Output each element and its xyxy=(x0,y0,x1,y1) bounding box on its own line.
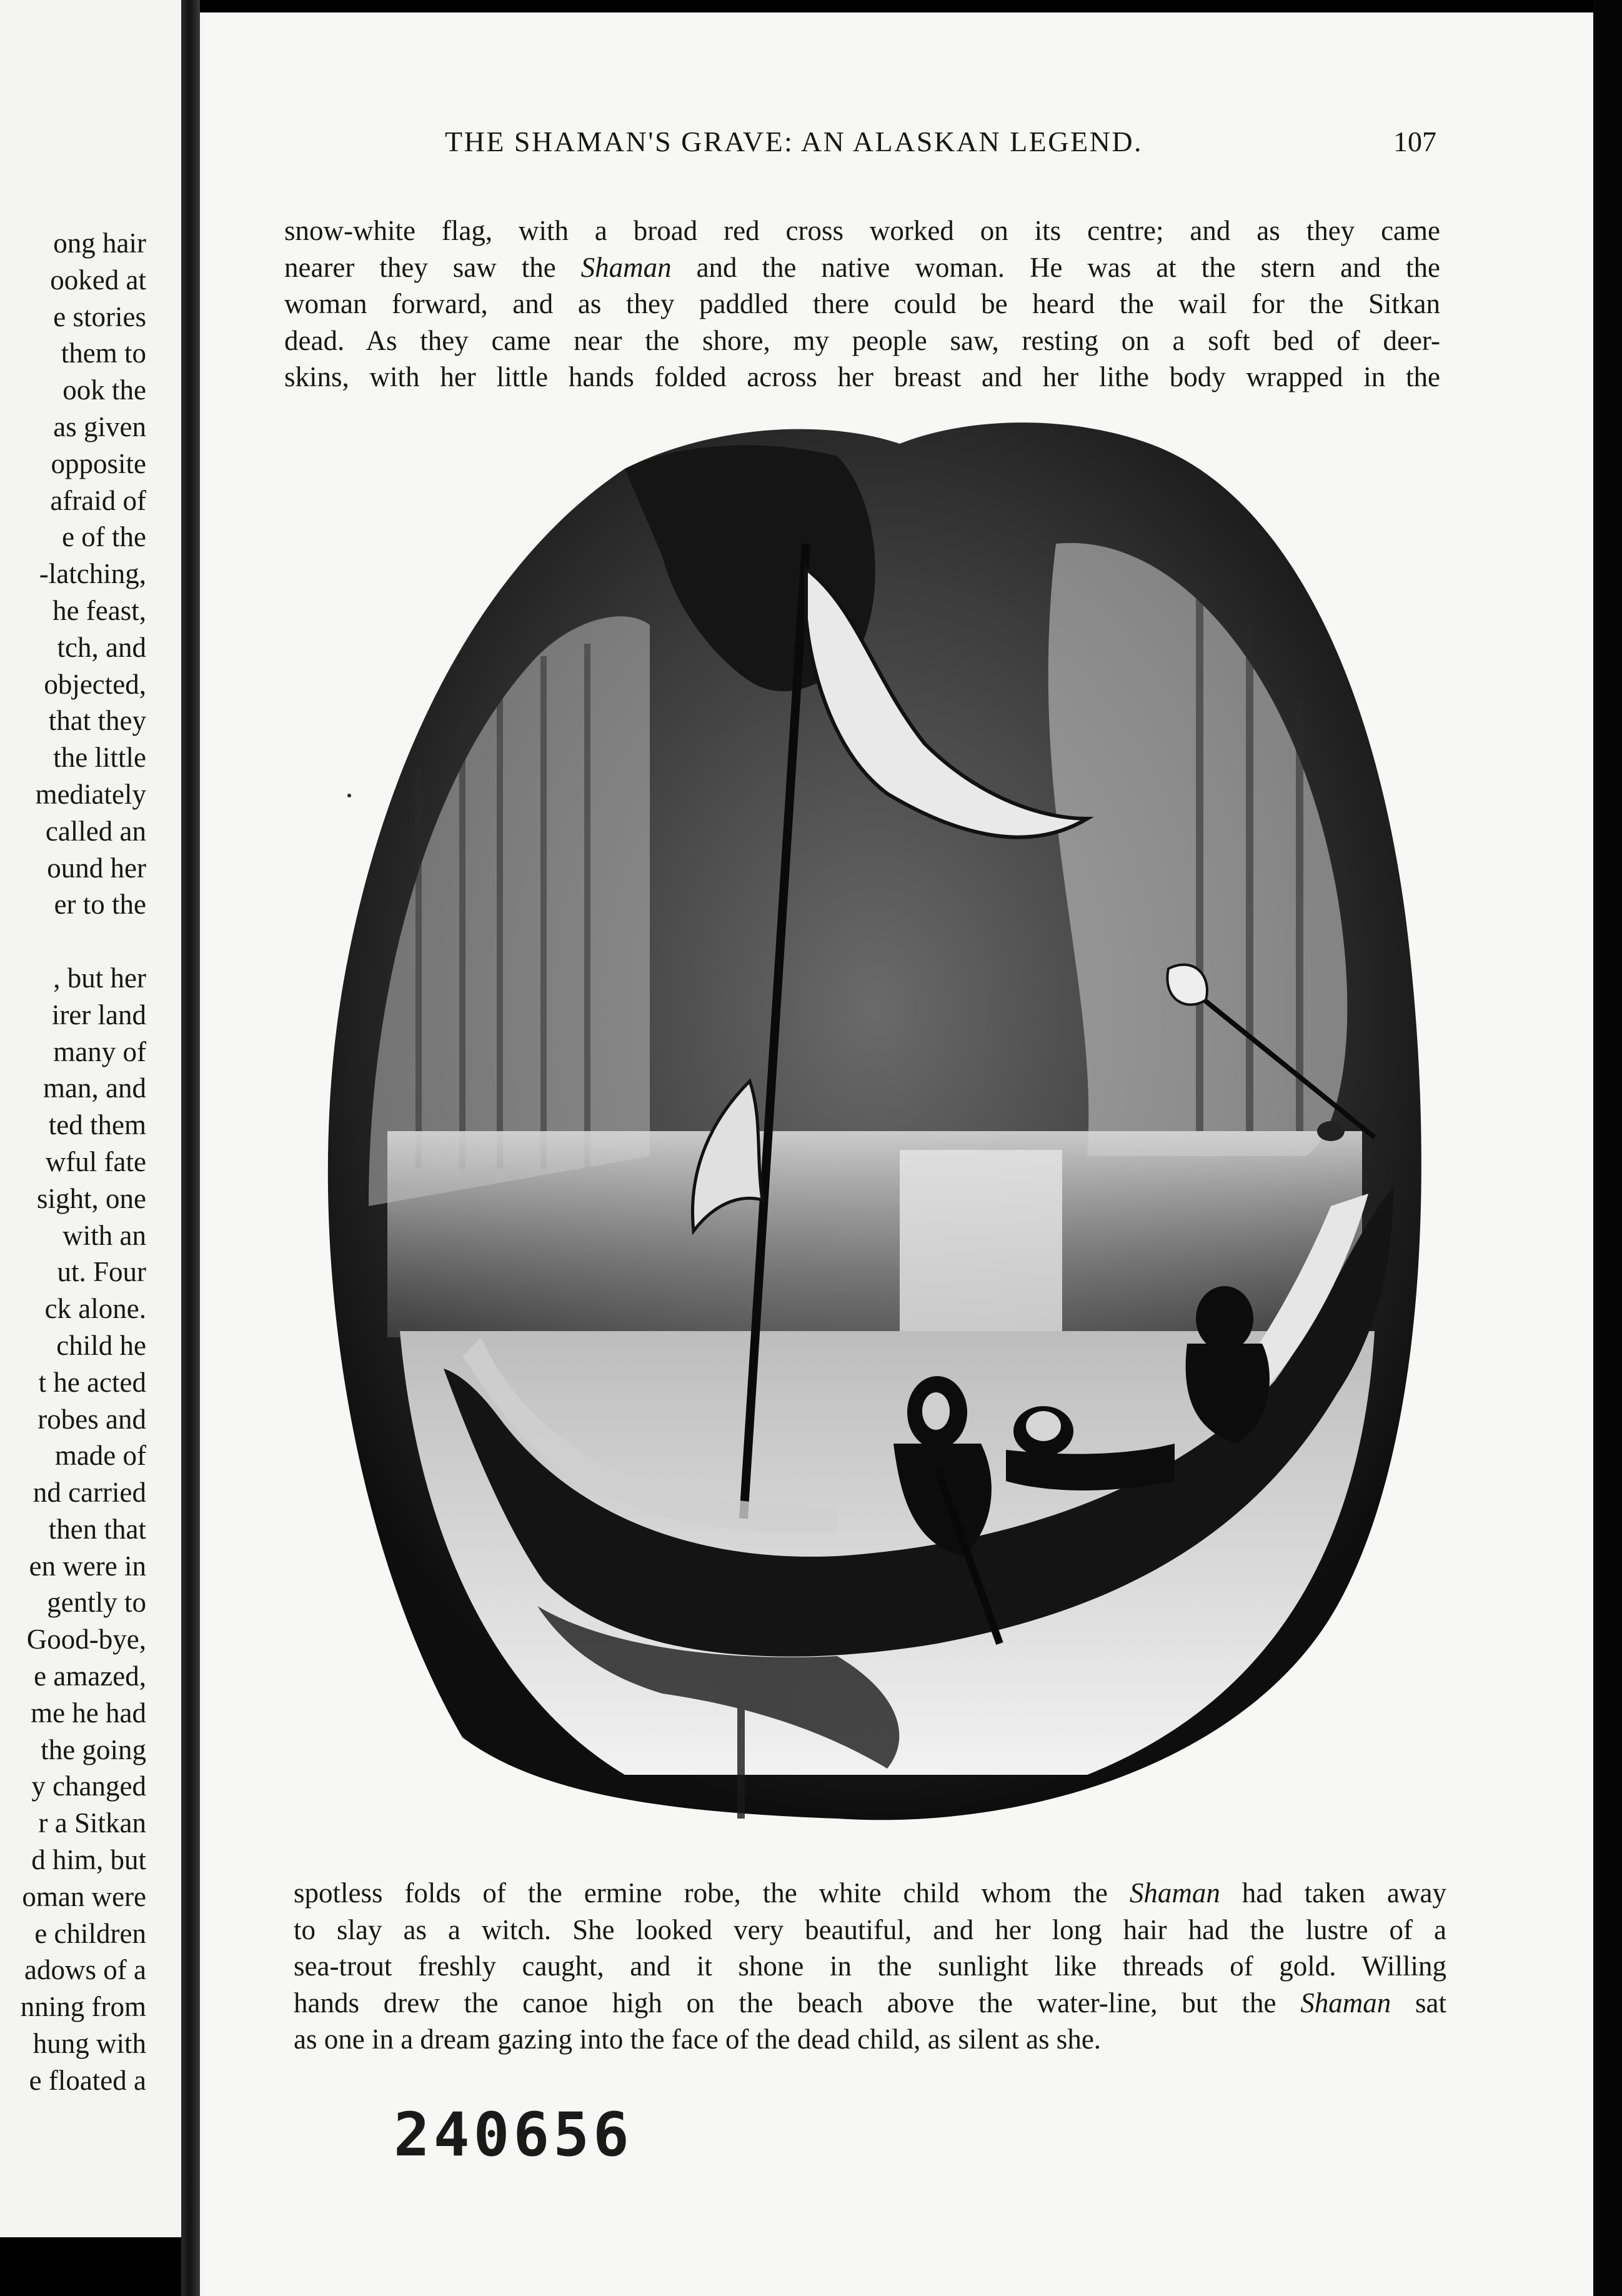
left-page-line: y changed xyxy=(31,1770,146,1802)
left-page-line: sight, one xyxy=(37,1182,146,1214)
left-page-line: e of the xyxy=(62,521,146,553)
left-page-line: tch, and xyxy=(57,631,146,663)
left-page-line: man, and xyxy=(43,1072,146,1104)
left-page-line: e stories xyxy=(53,301,146,332)
page-number: 107 xyxy=(1393,126,1436,157)
child-face xyxy=(1026,1411,1061,1441)
text-line: skins, with her little hands folded across her breast and her lithe body wrapped in the xyxy=(284,361,1440,392)
accession-stamp-number: 240656 xyxy=(394,2100,633,2170)
left-page-line: the little xyxy=(53,742,146,774)
italic-term: Shaman xyxy=(1300,1987,1391,2019)
left-page-line: ong hair xyxy=(53,227,146,259)
left-page-line: the going xyxy=(41,1734,146,1765)
text-line: woman forward, and as they paddled there could be heard the wail for the Sitkan xyxy=(284,288,1440,319)
waterfall xyxy=(900,1150,1062,1337)
left-page-line: e amazed, xyxy=(34,1660,146,1692)
pole-ornament xyxy=(1317,1121,1345,1141)
text-line: snow-white flag, with a broad red cross worked on its centre; and as they came xyxy=(284,215,1440,246)
left-page-line: r a Sitkan xyxy=(38,1807,146,1839)
left-page-line: he feast, xyxy=(52,594,146,626)
left-page-line: adows of a xyxy=(24,1954,146,1986)
left-page-line: me he had xyxy=(31,1697,146,1729)
left-page-line: many of xyxy=(53,1036,146,1067)
left-page-line: hung with xyxy=(32,2028,146,2060)
left-facing-page xyxy=(0,0,181,2237)
left-page-line: e children xyxy=(34,1917,146,1949)
left-page-line: ck alone. xyxy=(44,1293,146,1325)
left-page-line: opposite xyxy=(51,447,146,479)
left-page-line: as given xyxy=(53,411,146,442)
woman-face xyxy=(922,1392,950,1430)
left-page-line: ooked at xyxy=(50,264,146,296)
paragraph-top xyxy=(284,212,1440,396)
left-page-line: that they xyxy=(48,705,146,737)
left-page-line: , but her xyxy=(53,962,146,994)
text-line: as one in a dream gazing into the face of the dead child, as silent as she. xyxy=(294,2024,1102,2055)
left-page-line: gently to xyxy=(47,1587,146,1619)
running-title: THE SHAMAN'S GRAVE: AN ALASKAN LEGEND. xyxy=(445,126,1143,157)
left-page-line: ut. Four xyxy=(57,1256,146,1288)
left-page-line: robes and xyxy=(37,1403,146,1435)
left-page-line: called an xyxy=(45,815,146,847)
left-page-line: nd carried xyxy=(32,1477,146,1509)
left-page-text-column xyxy=(0,225,146,2099)
left-page-line: ound her xyxy=(47,852,146,884)
italic-term: Shaman xyxy=(580,251,672,283)
left-page-line: en were in xyxy=(29,1550,146,1582)
left-page-line: d him, but xyxy=(31,1844,146,1876)
left-page-line: Good-bye, xyxy=(26,1624,146,1655)
left-page-line: irer land xyxy=(51,999,146,1031)
left-page-line: them to xyxy=(61,337,146,369)
left-page-line: with an xyxy=(62,1219,146,1251)
text-line: nearer they saw the Shaman and the native woman. He was at the stern and the xyxy=(284,251,1441,283)
left-page-line: then that xyxy=(48,1513,146,1545)
text-line: sea-trout freshly caught, and it shone in the sunlight like threads of gold. Willing xyxy=(294,1950,1446,1982)
left-page-line: nning from xyxy=(20,1991,146,2023)
left-page-line: objected, xyxy=(44,668,146,700)
text-line: spotless folds of the ermine robe, the white child whom the Shaman had taken away xyxy=(294,1877,1446,1909)
left-page-line: ook the xyxy=(62,374,146,406)
scan-right-margin xyxy=(1593,0,1622,2296)
left-page-line: -latching, xyxy=(39,558,146,590)
paragraph-bottom-text xyxy=(294,1875,1446,2058)
left-page-line: e floated a xyxy=(29,2064,146,2096)
italic-term: Shaman xyxy=(1129,1877,1220,1909)
left-page-line: ted them xyxy=(48,1109,146,1141)
text-line: to slay as a witch. She looked very beautiful, and her long hair had the lustre of a xyxy=(294,1914,1446,1945)
left-page-line: er to the xyxy=(54,889,146,921)
book-gutter xyxy=(181,0,200,2296)
left-page-line: wful fate xyxy=(45,1146,146,1177)
forest-left xyxy=(369,616,650,1206)
left-page-line: made of xyxy=(54,1440,146,1472)
canoe-illustration xyxy=(275,419,1450,1875)
left-page-line: mediately xyxy=(35,778,146,810)
text-line: hands drew the canoe high on the beach above the water-line, but the Shaman sat xyxy=(294,1987,1446,2019)
left-page-line: afraid of xyxy=(50,484,146,516)
left-page-line: oman were xyxy=(22,1880,146,1912)
left-page-line xyxy=(0,923,146,960)
left-page-line: child he xyxy=(56,1329,146,1361)
text-line: dead. As they came near the shore, my people saw, resting on a soft bed of deer- xyxy=(284,324,1440,356)
left-page-line: t he acted xyxy=(38,1366,146,1398)
